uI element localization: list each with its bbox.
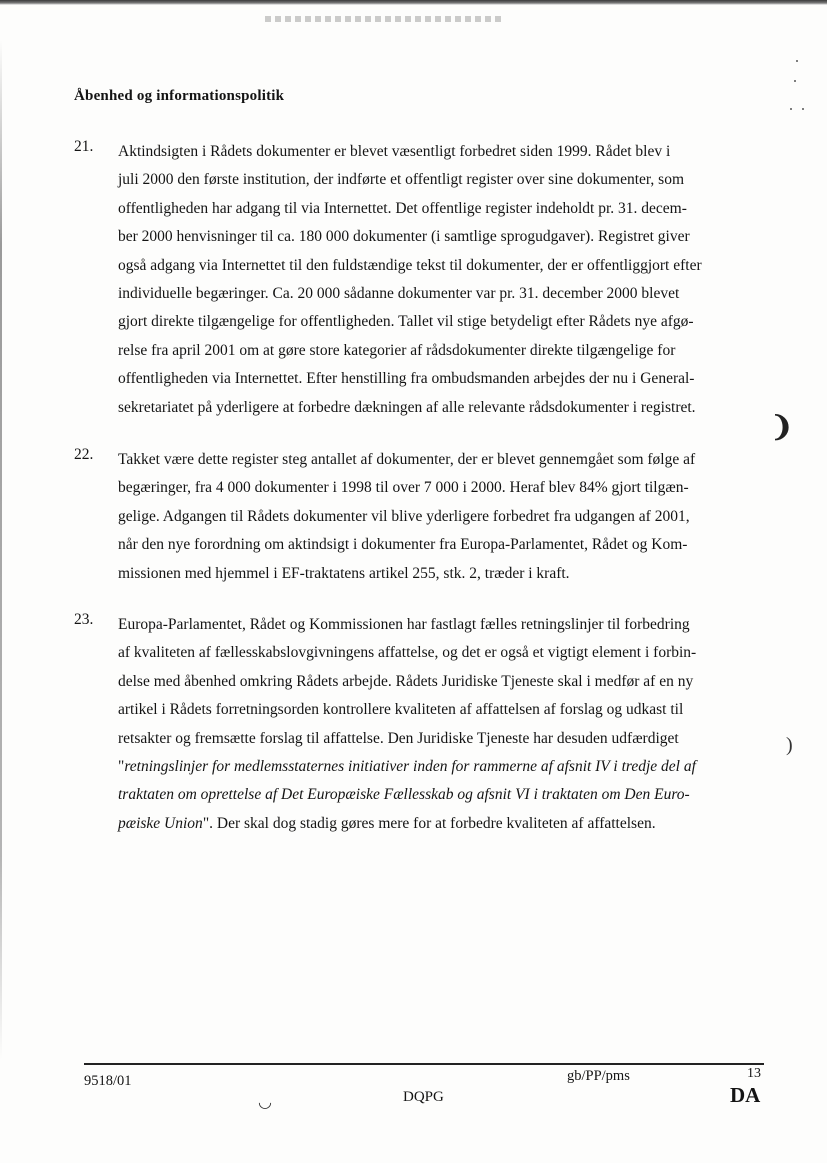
text-line: Europa-Parlamentet, Rådet og Kommissionen har fastlagt fælles retningslinjer til forbedring xyxy=(118,616,690,633)
quoted-title: traktaten om oprettelse af Det Europæiske Fællesskab og afsnit VI i traktaten om Den Euro- xyxy=(118,786,690,804)
text-line: Takket være dette register steg antallet af dokumenter, der er blevet gennemgået som følge af xyxy=(118,451,696,468)
text-line: sekretariatet på yderligere at forbedre dækningen af alle relevante rådsdokumenter i registret. xyxy=(118,398,696,416)
page-number: 13 xyxy=(747,1066,761,1081)
quote-open-mark: " xyxy=(118,758,125,776)
scan-dot xyxy=(802,108,804,110)
margin-scan-mark: ❩ xyxy=(770,412,794,443)
scan-dot xyxy=(790,108,792,110)
text-line: missionen med hjemmel i EF-traktatens artikel 255, stk. 2, træder i kraft. xyxy=(118,564,570,582)
text-line: gjort direkte tilgængelige for offentligheden. Tallet vil stige betydeligt efter Rådets nye afgø- xyxy=(118,313,694,331)
quoted-title: pæiske Union xyxy=(118,814,203,832)
author-initials: gb/PP/pms xyxy=(567,1068,630,1084)
text-line: retsakter og fremsætte forslag til affattelse. Den Juridiske Tjeneste har desuden udfærdiget xyxy=(118,729,679,747)
paragraph-text xyxy=(118,446,754,588)
text-line xyxy=(118,781,754,809)
paragraph-number: 21. xyxy=(74,138,94,155)
scan-dot xyxy=(794,80,796,82)
scan-curl-mark: ◡ xyxy=(258,1094,272,1111)
footer-rule xyxy=(84,1063,764,1065)
quoted-title: retningslinjer for medlemsstaternes initiativer inden for rammerne af afsnit IV i tredje del af xyxy=(124,758,696,776)
text-line: juli 2000 den første institution, der indførte et offentligt register over sine dokumenter, som xyxy=(118,171,685,189)
scan-edge-top xyxy=(0,0,827,5)
scan-edge-left xyxy=(0,40,2,1060)
text-line: offentligheden via Internettet. Efter henstilling fra ombudsmanden arbejdes der nu i General- xyxy=(118,370,695,388)
paragraph-text xyxy=(118,611,754,838)
scan-dot xyxy=(796,60,798,62)
margin-bracket-mark: ) xyxy=(786,734,793,756)
department-code: DQPG xyxy=(403,1089,444,1105)
header-smudge xyxy=(265,16,505,22)
section-heading: Åbenhed og informationspolitik xyxy=(74,88,285,104)
text-line: relse fra april 2001 om at gøre store kategorier af rådsdokumenter direkte tilgængelige for xyxy=(118,341,676,359)
text-line: individuelle begæringer. Ca. 20 000 sådanne dokumenter var pr. 31. december 2000 blevet xyxy=(118,285,680,303)
text-line: artikel i Rådets forretningsorden kontrollere kvaliteten af affattelsen af forslag og udkast til xyxy=(118,701,684,719)
text-line: gelige. Adgangen til Rådets dokumenter vil blive yderligere forbedret fra udgangen af 2001, xyxy=(118,507,690,525)
paragraph-text xyxy=(118,138,754,422)
text-line: også adgang via Internettet til den fuldstændige tekst til dokumenter, der er offentliggjort efter xyxy=(118,256,702,274)
quote-close-text: ". Der skal dog stadig gøres mere for at forbedre kvaliteten af affattelsen. xyxy=(202,814,656,832)
paragraph-number: 23. xyxy=(74,611,94,628)
language-code: DA xyxy=(730,1083,761,1107)
text-line: af kvaliteten af fællesskabslovgivningens affattelse, og det er også et vigtigt element i forbin- xyxy=(118,644,697,662)
paragraph-number: 22. xyxy=(74,446,94,463)
text-line xyxy=(118,753,754,781)
text-line: delse med åbenhed omkring Rådets arbejde. Rådets Juridiske Tjeneste skal i medfør af en ny xyxy=(118,672,694,690)
text-line xyxy=(118,810,754,838)
text-line: når den nye forordning om aktindsigt i dokumenter fra Europa-Parlamentet, Rådet og Kom- xyxy=(118,536,688,554)
text-line: begæringer, fra 4 000 dokumenter i 1998 til over 7 000 i 2000. Heraf blev 84% gjort tilgæn- xyxy=(118,479,689,497)
text-line: Aktindsigten i Rådets dokumenter er blevet væsentligt forbedret siden 1999. Rådet blev i xyxy=(118,143,671,160)
document-code: 9518/01 xyxy=(84,1073,132,1089)
text-line: offentligheden har adgang til via Internettet. Det offentlige register indeholdt pr. 31. decem- xyxy=(118,199,687,217)
text-line: ber 2000 henvisninger til ca. 180 000 dokumenter (i samtlige sprogudgaver). Registret giver xyxy=(118,228,690,246)
